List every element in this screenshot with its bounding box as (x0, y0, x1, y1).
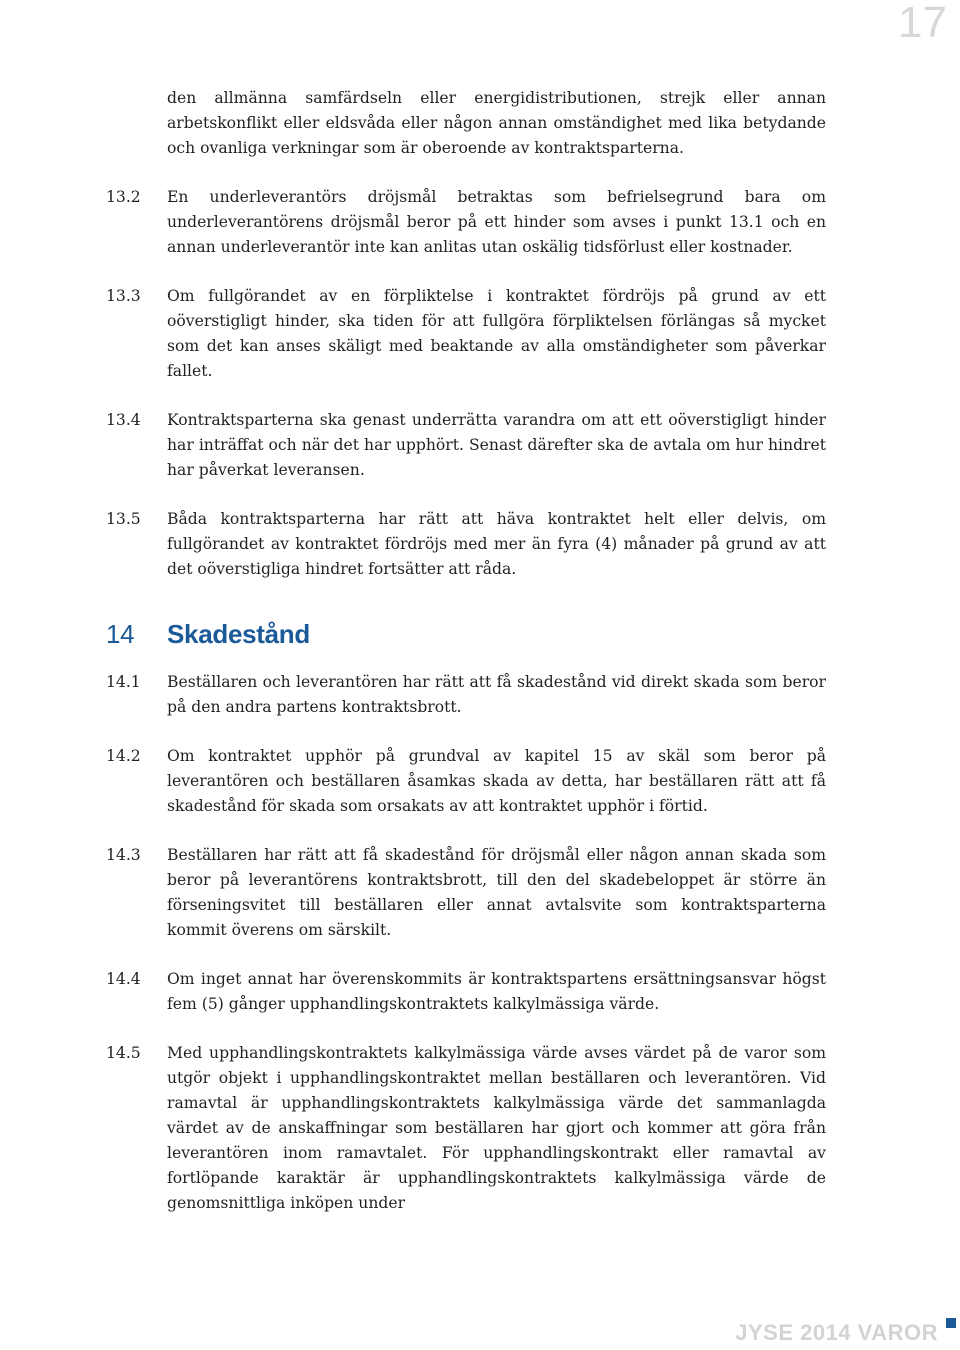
clause-text: Om inget annat har överenskommits är kontraktspartens ersättningsansvar högst fem (5) gånger upphandlingskontraktets kalkylmässiga värde. (167, 970, 826, 1013)
clause-14-1 (106, 670, 826, 720)
section-number: 14 (106, 619, 135, 649)
clause-text: Om fullgörandet av en förpliktelse i kontraktet fördröjs på grund av ett oöverstigligt hinder, ska tiden för att fullgöra förpliktelsen förlängas så mycket som det kan anses skäligt med beaktande av alla omständigheter som påverkar fallet. (167, 287, 826, 380)
footer-label: JYSE 2014 VAROR (735, 1320, 938, 1345)
intro-text: den allmänna samfärdseln eller energidistributionen, strejk eller annan arbetskonflikt eller eldsvåda eller någon annan omständighet med lika betydande och ovanliga verkningar som är oberoende av kontraktsparterna. (167, 89, 826, 157)
clause-14-2 (106, 744, 826, 819)
clause-number: 14.1 (106, 673, 141, 691)
clause-13-4 (106, 408, 826, 483)
page-number: 17 (898, 0, 947, 47)
clause-text: Om kontraktet upphör på grundval av kapitel 15 av skäl som beror på leverantören och beställaren åsamkas skada av detta, har beställaren rätt att få skadestånd för skada som orsakats av att kontraktet upphör i förtid. (167, 747, 826, 815)
clause-text: Båda kontraktsparterna har rätt att häva kontraktet helt eller delvis, om fullgörandet av kontraktet fördröjs med mer än fyra (4) månader på grund av att det oöverstigliga hindret fortsätter att råda. (167, 510, 826, 578)
clause-14-5 (106, 1041, 826, 1216)
clause-text: Med upphandlingskontraktets kalkylmässiga värde avses värdet på de varor som utgör objekt i upphandlingskontraktet mellan beställaren och leverantören. Vid ramavtal är upphandlingskontraktets kalkylmässiga värde det sammanlagda värdet av de anskaffningar som beställaren har gjort och kommer att göra från leverantören inom ramavtalet. För upphandlingskontrakt eller ramavtal av fortlöpande karaktär är upphandlingskontraktets kalkylmässiga värde de genomsnittliga inköpen under (167, 1044, 826, 1212)
clause-text: Beställaren och leverantören har rätt att få skadestånd vid direkt skada som beror på den andra partens kontraktsbrott. (167, 673, 826, 716)
clause-number: 14.5 (106, 1044, 141, 1062)
document-body (106, 86, 826, 1240)
clause-number: 13.4 (106, 411, 141, 429)
clause-number: 13.2 (106, 188, 141, 206)
clause-number: 14.4 (106, 970, 141, 988)
section-heading-14 (106, 618, 826, 650)
clause-number: 14.2 (106, 747, 141, 765)
clause-text: Beställaren har rätt att få skadestånd för dröjsmål eller någon annan skada som beror på leverantörens kontraktsbrott, till den del skadebeloppet är större än förseningsvitet till beställaren eller annat avtalsvite som kontraktsparterna kommit överens om särskilt. (167, 846, 826, 939)
clause-13-3 (106, 284, 826, 384)
clause-number: 14.3 (106, 846, 141, 864)
footer-square-icon (946, 1318, 956, 1328)
clause-number: 13.5 (106, 510, 141, 528)
clause-13-5 (106, 507, 826, 582)
clause-number: 13.3 (106, 287, 141, 305)
clause-text: Kontraktsparterna ska genast underrätta varandra om att ett oöverstigligt hinder har inträffat och när det har upphört. Senast därefter ska de avtala om hur hindret har påverkat leveransen. (167, 411, 826, 479)
section-title: Skadestånd (167, 619, 310, 649)
clause-13-2 (106, 185, 826, 260)
clause-text: En underleverantörs dröjsmål betraktas som befrielsegrund bara om underleverantörens dröjsmål beror på ett hinder som avses i punkt 13.1 och en annan underleverantör inte kan anlitas utan oskälig tidsförlust eller kostnader. (167, 188, 826, 256)
intro-paragraph (106, 86, 826, 161)
clause-14-3 (106, 843, 826, 943)
clause-14-4 (106, 967, 826, 1017)
